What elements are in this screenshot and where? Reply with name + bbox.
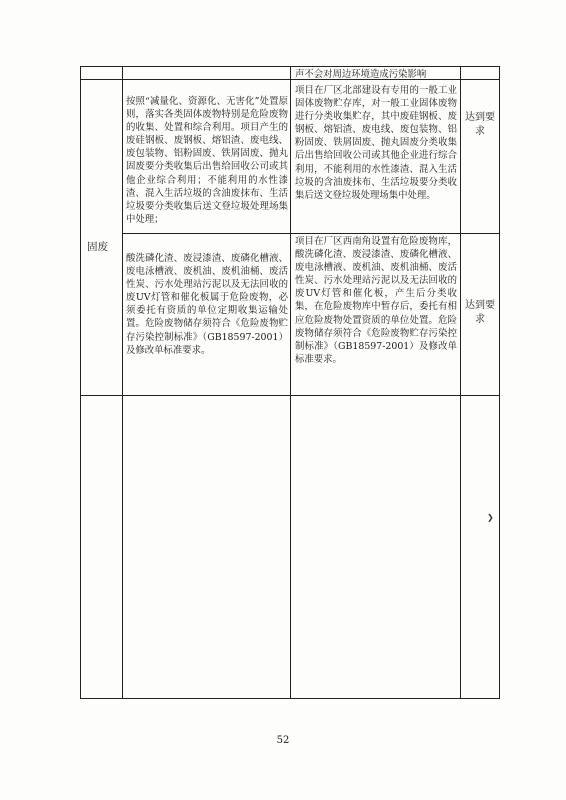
result-cell: 达到要求 (465, 300, 495, 325)
page-number: 52 (276, 735, 290, 746)
requirement-cell: 按照“减量化、资源化、无害化”处置原则，落实各类固体废物特别是危险废物的收集、处置和综合利用。项目产生的废硅钢板、废钢板、熔铝渣、废电线、废包装物、铝粉固废、铁屑固废、抛丸固废要分类收集后出售给回收公司或其他企业综合利用；不能利用的水性漆渣、混入生活垃圾的含油废抹布、生活垃圾要分类收集后送文登垃圾处理场集中处理； (126, 96, 288, 225)
implementation-cell: 项目在厂区西南角设置有危险废物库，酸洗磷化渣、废浸漆渣、废磷化槽液、废电泳槽液、废机油、废机油桶、废活性炭、污水处理站污泥以及无法回收的废UV灯管和催化板，产生后分类收集，在危险废物库中暂存后，委托有相应危险废物处置资质的单位处置。危险废物储存须符合《危险废物贮存污染控制标准》（GB18597-2001）及修改单标准要求。 (295, 236, 457, 365)
table-frame (80, 66, 500, 699)
scan-mark: ❯ (487, 513, 494, 522)
category-label: 固废 (87, 241, 108, 253)
column-divider (290, 67, 291, 698)
column-divider (122, 67, 123, 698)
implementation-cell: 项目在厂区北部建设有专用的一般工业固体废物贮存库，对一般工业固体废物进行分类收集贮存，其中废硅钢板、废钢板、熔铝渣、废电线、废包装物、铝粉固废、铁屑固废、抛丸固废分类收集后出售给回收公司或其他企业进行综合利用，不能利用的水性漆渣、混入生活垃圾的含油废抹布、生活垃圾要分类收集后送文登垃圾处理场集中处理。 (295, 85, 457, 201)
top-row-implementation: 声不会对周边环境造成污染影响 (295, 69, 427, 80)
result-cell: 达到要求 (465, 112, 495, 137)
row-divider (81, 395, 499, 396)
column-divider (460, 67, 461, 698)
requirement-cell: 酸洗磷化渣、废浸漆渣、废磷化槽液、废电泳槽液、废机油、废机油桶、废活性炭、污水处理站污泥以及无法回收的废UV灯管和催化板属于危险废物，必须委托有资质的单位定期收集运输处置。危险废物储存须符合《危险废物贮存污染控制标准》（GB18597-2001）及修改单标准要求。 (126, 253, 288, 356)
